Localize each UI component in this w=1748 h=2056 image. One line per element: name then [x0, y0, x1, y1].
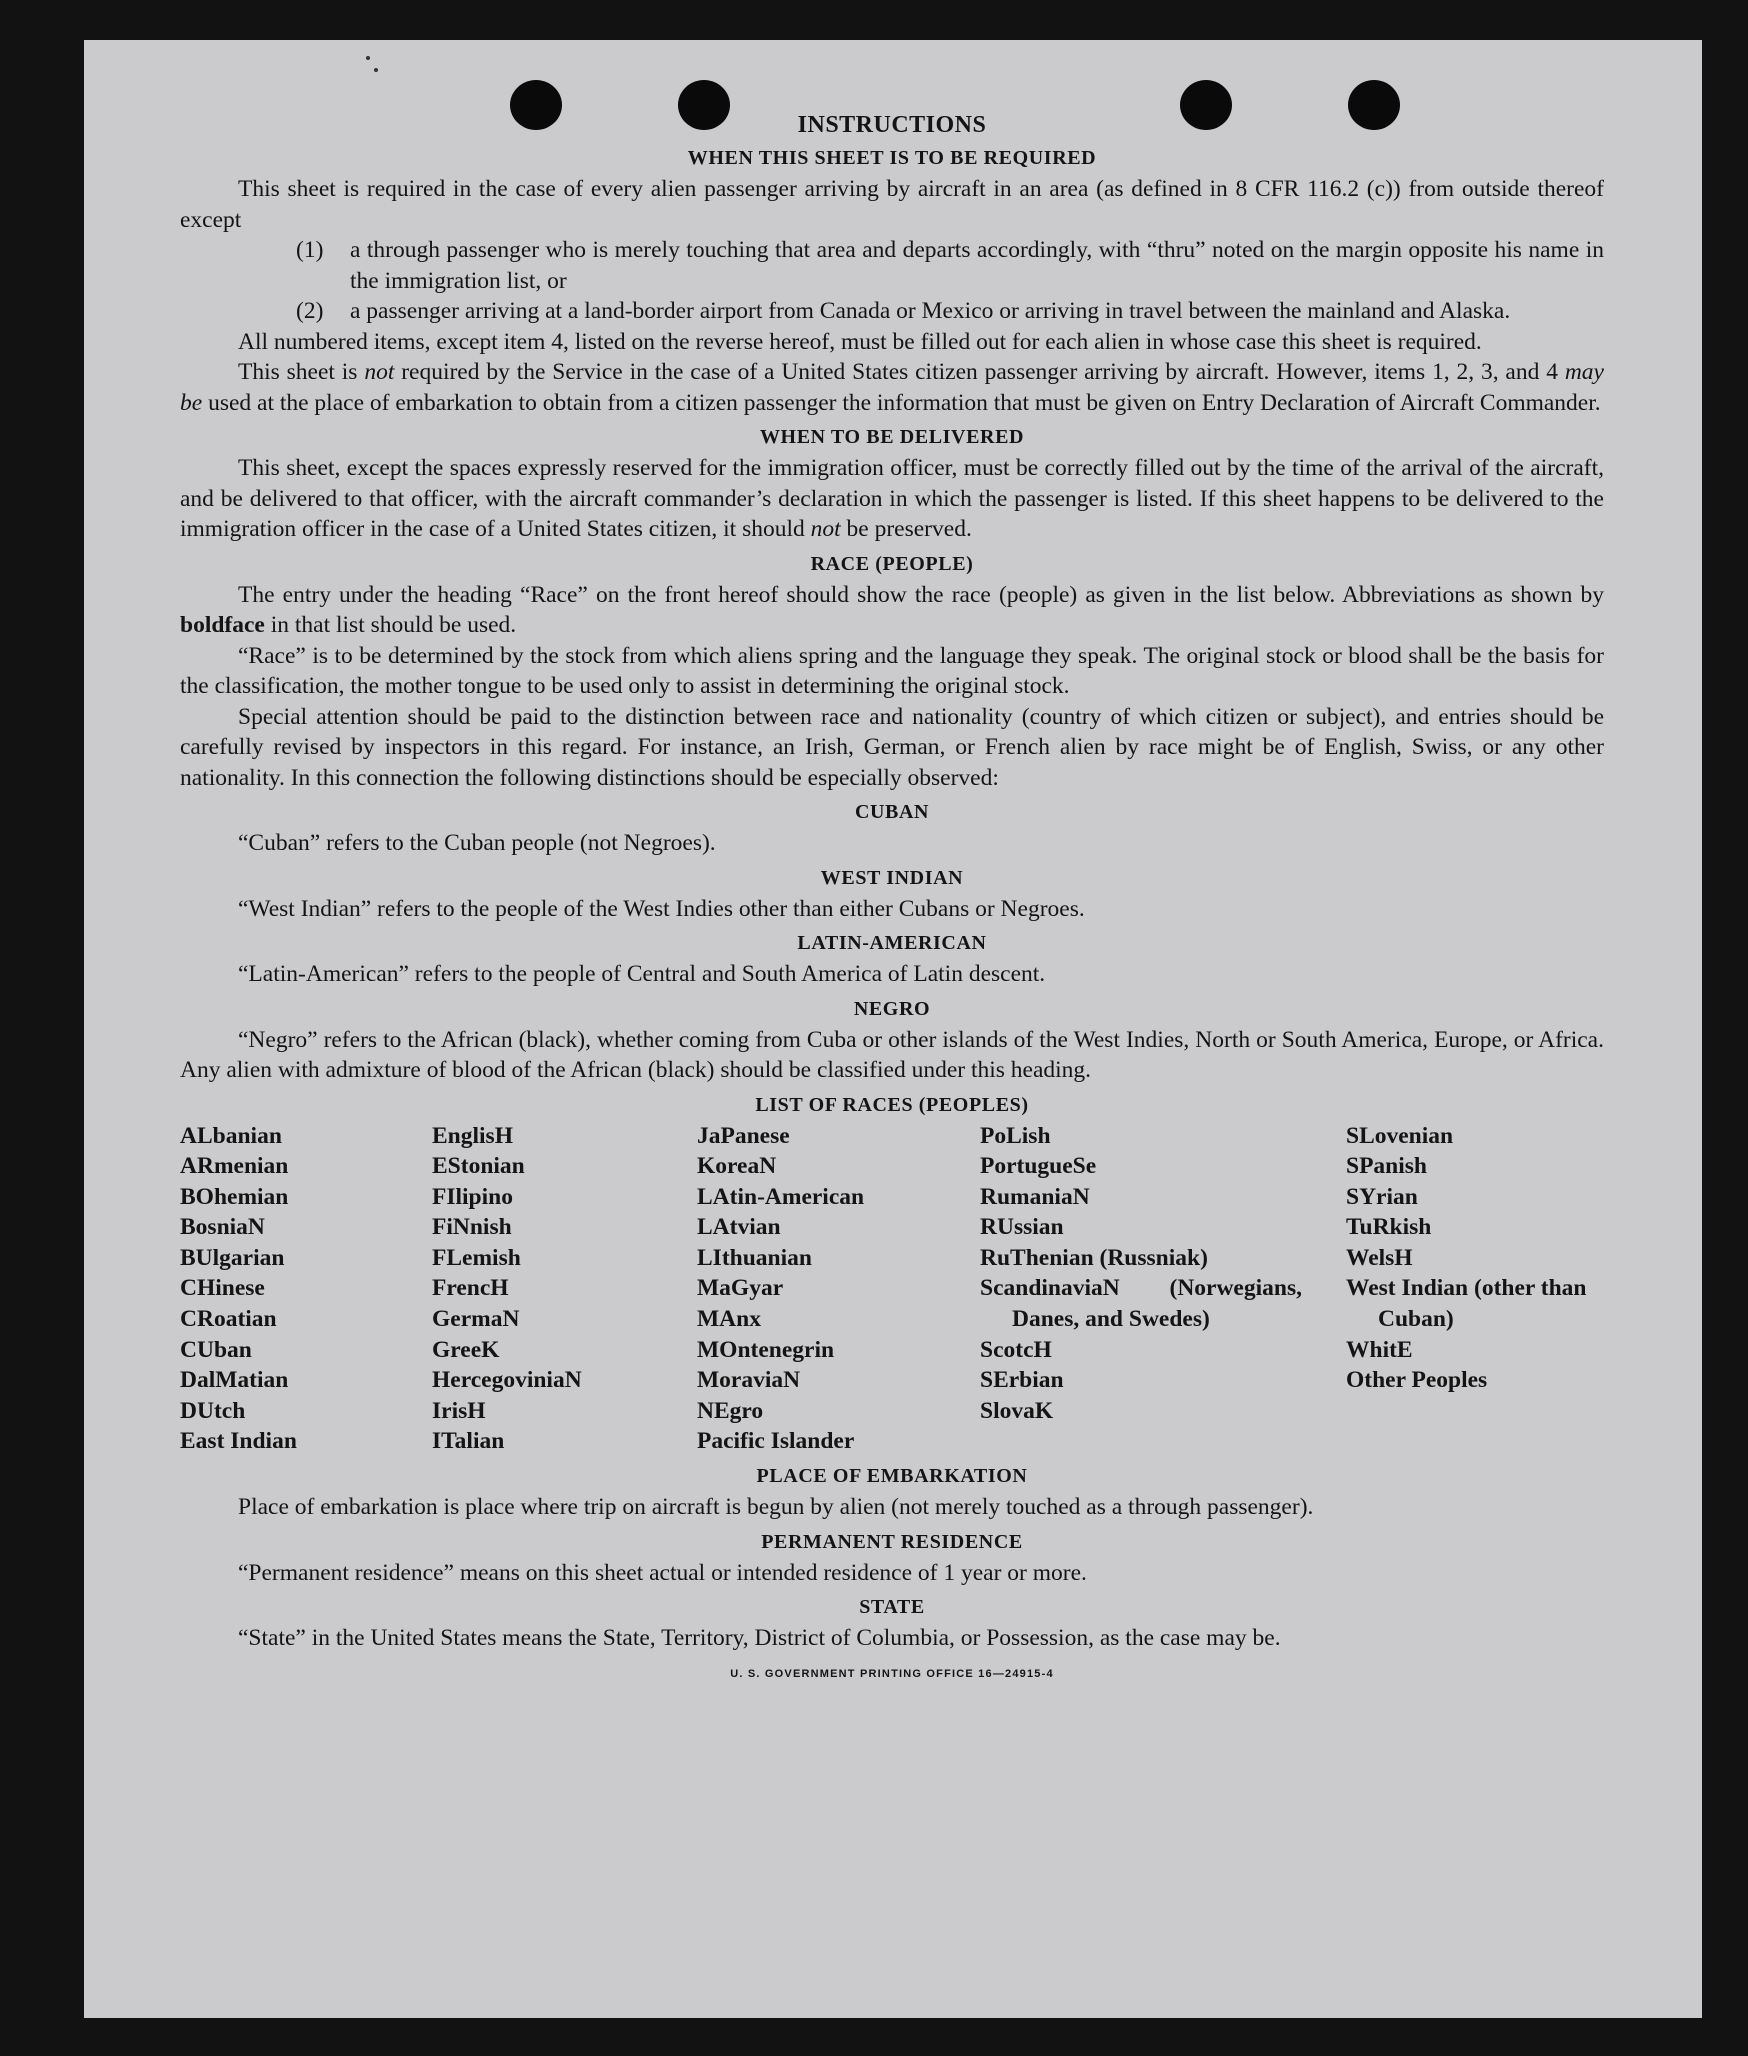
race-entry: CUban: [180, 1336, 252, 1363]
section-heading-when-required: WHEN THIS SHEET IS TO BE REQUIRED: [687, 147, 1097, 169]
race-entry: PoLish: [980, 1122, 1051, 1149]
race-entry: Other Peoples: [1346, 1367, 1488, 1394]
item-text: a passenger arriving at a land-border airport from Canada or Mexico or arriving in travel between the mainland and Alaska.: [350, 298, 1511, 324]
item-number: (1): [296, 237, 324, 263]
race-entry: Pacific Islander: [697, 1428, 855, 1455]
race-entry: SErbian: [980, 1367, 1064, 1394]
document-page: [84, 40, 1702, 2018]
printing-office-footer: U. S. GOVERNMENT PRINTING OFFICE 16—24915-4: [730, 1667, 1054, 1680]
race-entry: JaPanese: [697, 1122, 790, 1149]
paragraph: “Negro” refers to the African (black), whether coming from Cuba or other islands of the West Indies, North or South America, Europe, or Africa. Any alien with admixture of blood of the African (black) should be classified under this heading.: [180, 1026, 1604, 1083]
race-group: [980, 1121, 1346, 1274]
race-entry: ALbanian: [180, 1122, 282, 1149]
section-heading-permanent-residence: PERMANENT RESIDENCE: [761, 1530, 1023, 1553]
race-list: [180, 1121, 1604, 1458]
race-entry: GermaN: [432, 1306, 520, 1333]
race-entry: NEgro: [697, 1397, 764, 1424]
race-entry: CRoatian: [180, 1306, 277, 1333]
bold-text: boldface: [180, 612, 265, 638]
paragraph: “State” in the United States means the State, Territory, District of Columbia, or Possession, as the case may be.: [238, 1625, 1281, 1652]
text-run: in that list should be used.: [264, 612, 517, 638]
race-entry: ARmenian: [180, 1153, 289, 1180]
race-entry: WhitE: [1346, 1336, 1413, 1363]
item-text: a through passenger who is merely touching that area and departs accordingly, with “thru” noted on the margin opposite his name in the immigration list, or: [350, 237, 1604, 294]
race-entry: MaGyar: [697, 1275, 784, 1302]
list-item: [180, 296, 1604, 327]
instructions-content: [180, 112, 1604, 1680]
race-entry: SlovaK: [980, 1397, 1054, 1424]
item-number: (2): [296, 298, 324, 324]
race-entry: EStonian: [432, 1153, 525, 1180]
section-heading-list-of-races: LIST OF RACES (PEOPLES): [755, 1093, 1029, 1116]
text-run: required by the Service in the case of a United States citizen passenger arriving by aircraft. However, items 1, 2, 3, and 4: [394, 359, 1565, 385]
race-entry: MOntenegrin: [697, 1336, 835, 1363]
race-entry: BOhemian: [180, 1183, 289, 1210]
race-column: [1346, 1121, 1604, 1458]
race-entry: KoreaN: [697, 1153, 777, 1180]
text-run: be preserved.: [840, 516, 972, 542]
section-heading-cuban: CUBAN: [854, 801, 930, 823]
race-entry: HercegoviniaN: [432, 1367, 582, 1394]
text-run: This sheet, except the spaces expressly reserved for the immigration officer, must be correctly filled out by the time of the arrival of the aircraft, and be delivered to that officer, with the aircraft commander’s declaration in which the passenger is listed. If this sheet happens to be delivered to the immigration officer in the case of a United States citizen, it should: [180, 455, 1604, 542]
page-title: INSTRUCTIONS: [797, 112, 987, 138]
race-group: [1346, 1121, 1604, 1274]
section-heading-latin-american: LATIN-AMERICAN: [797, 932, 987, 954]
race-column: [697, 1121, 980, 1458]
race-entry: ScotcH: [980, 1336, 1052, 1363]
race-column: [180, 1121, 432, 1458]
race-entry: FLemish: [432, 1244, 521, 1271]
race-entry: RUssian: [980, 1214, 1064, 1241]
speck: [374, 68, 378, 72]
race-group: [980, 1335, 1346, 1427]
race-entry: IrisH: [432, 1397, 486, 1424]
race-entry: EnglisH: [432, 1122, 513, 1149]
section-heading-race: RACE (PEOPLE): [810, 552, 974, 575]
race-entry: BosniaN: [180, 1214, 265, 1241]
list-item: [180, 235, 1604, 296]
race-column: [432, 1121, 697, 1458]
section-heading-west-indian: WEST INDIAN: [820, 866, 964, 889]
text-run: used at the place of embarkation to obtain from a citizen passenger the information that must be given on Entry Declaration of Aircraft Commander.: [202, 389, 1601, 416]
race-entry: CHinese: [180, 1275, 265, 1302]
paragraph: [180, 453, 1604, 545]
race-entry: East Indian: [180, 1428, 297, 1455]
emphasis: not: [364, 359, 395, 385]
race-entry: DUtch: [180, 1397, 246, 1424]
paragraph: “Cuban” refers to the Cuban people (not Negroes).: [238, 830, 716, 856]
text-run: The entry under the heading “Race” on the front hereof should show the race (people) as given in the list below. Abbreviations as shown by: [238, 581, 1604, 608]
race-entry: SPanish: [1346, 1153, 1427, 1180]
race-entry: MoraviaN: [697, 1367, 801, 1394]
speck: [366, 56, 370, 60]
paragraph: This sheet is required in the case of every alien passenger arriving by aircraft in an area (as defined in 8 CFR 116.2 (c)) from outside thereof except: [180, 176, 1604, 233]
paragraph: All numbered items, except item 4, listed on the reverse hereof, must be filled out for each alien in whose case this sheet is required.: [238, 328, 1482, 355]
race-entry: FrencH: [432, 1275, 509, 1302]
emphasis: not: [810, 516, 841, 542]
race-entry: ITalian: [432, 1428, 505, 1455]
paragraph: “Race” is to be determined by the stock from which aliens spring and the language they speak. The original stock or blood shall be the basis for the classification, the mother tongue to be used only to assist in determining the original stock.: [180, 642, 1604, 699]
race-entry: West Indian (other than Cuban): [1346, 1275, 1587, 1333]
race-column: [980, 1121, 1346, 1458]
paragraph: “West Indian” refers to the people of the West Indies other than either Cubans or Negroes.: [238, 895, 1085, 922]
race-entry: FiNnish: [432, 1214, 512, 1241]
race-entry: SLovenian: [1346, 1122, 1454, 1149]
race-entry: FIlipino: [432, 1183, 513, 1210]
race-entry: TuRkish: [1346, 1214, 1432, 1241]
race-entry: WelsH: [1346, 1244, 1413, 1271]
emphasis: may be: [180, 359, 1604, 416]
section-heading-negro: NEGRO: [853, 997, 931, 1020]
paragraph: [180, 580, 1604, 641]
race-entry: RumaniaN: [980, 1183, 1090, 1210]
race-entry: LAtvian: [697, 1214, 781, 1241]
race-entry: LIthuanian: [697, 1244, 812, 1271]
section-heading-state: STATE: [859, 1596, 925, 1619]
race-entry: SYrian: [1346, 1183, 1418, 1210]
section-heading-when-delivered: WHEN TO BE DELIVERED: [759, 426, 1025, 448]
race-entry: PortugueSe: [980, 1153, 1097, 1180]
race-entry: MAnx: [697, 1306, 761, 1333]
section-heading-embarkation: PLACE OF EMBARKATION: [756, 1465, 1028, 1488]
race-group: [1346, 1335, 1604, 1396]
paragraph: [180, 357, 1604, 418]
race-entry: LAtin-American: [697, 1183, 865, 1210]
race-entry: GreeK: [432, 1336, 500, 1363]
paragraph: Place of embarkation is place where trip on aircraft is begun by alien (not merely touched as a through passenger).: [238, 1494, 1314, 1521]
race-entry: BUlgarian: [180, 1244, 285, 1271]
race-entry: RuThenian (Russniak): [980, 1244, 1208, 1271]
paragraph: “Permanent residence” means on this sheet actual or intended residence of 1 year or more.: [238, 1559, 1087, 1586]
race-entry: DalMatian: [180, 1367, 289, 1394]
text-run: This sheet is: [238, 359, 365, 385]
race-entry: ScandinaviaN (Norwegians, Danes, and Swedes): [980, 1275, 1302, 1333]
paragraph: Special attention should be paid to the distinction between race and nationality (country of which citizen or subject), and entries should be carefully revised by inspectors in this regard. For instance, an Irish, German, or French alien by race might be of English, Swiss, or any other nationality. In this connection the following distinctions should be especially observed:: [180, 703, 1604, 791]
paragraph: “Latin-American” refers to the people of Central and South America of Latin descent.: [238, 961, 1046, 987]
